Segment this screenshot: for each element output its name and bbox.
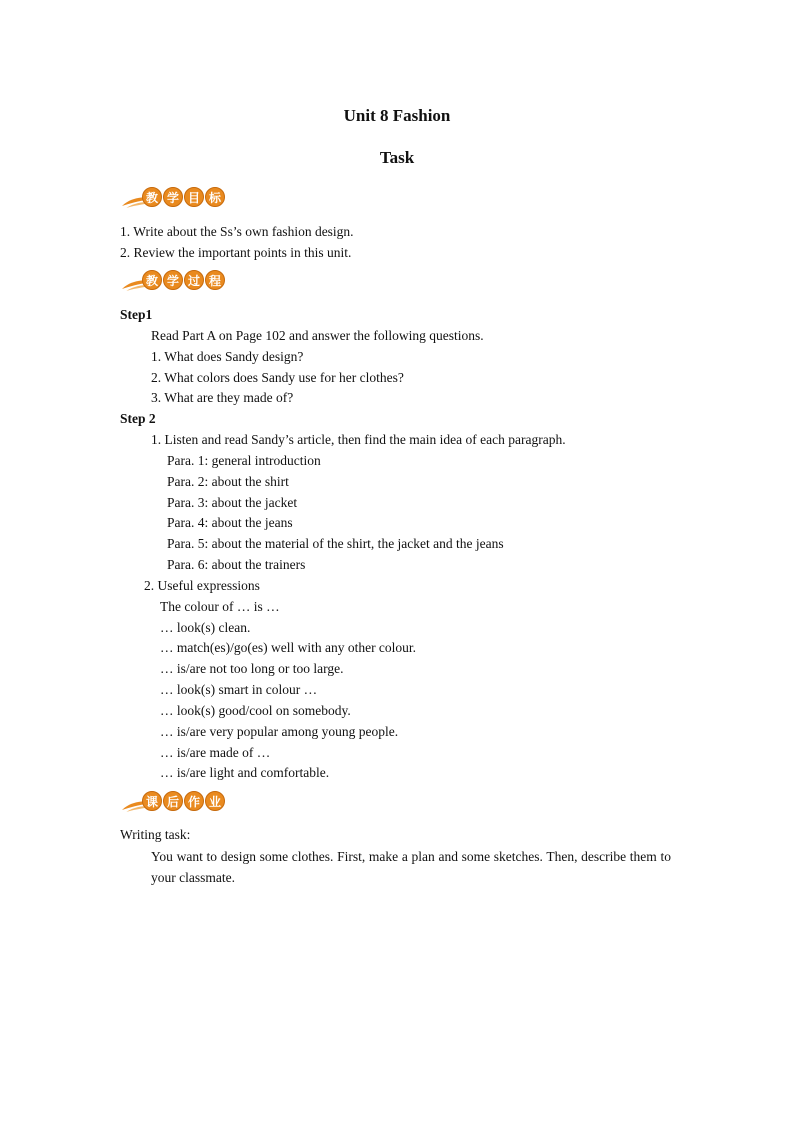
badge-char: 学 (163, 270, 183, 290)
badge-char: 教 (142, 270, 162, 290)
question-item: 1. What does Sandy design? (151, 349, 304, 364)
badge-char: 作 (184, 791, 204, 811)
step2-heading: Step 2 (120, 411, 156, 426)
step1-heading: Step1 (120, 307, 153, 322)
para-item: Para. 3: about the jacket (167, 495, 298, 510)
objective-item: 1. Write about the Ss’s own fashion design. (120, 224, 354, 239)
para-item: Para. 6: about the trainers (167, 557, 306, 572)
homework-label: Writing task: (120, 827, 191, 842)
expression-item: … look(s) good/cool on somebody. (160, 703, 351, 718)
para-item: Para. 5: about the material of the shirt, the jacket and the jeans (167, 536, 504, 551)
expression-item: … is/are not too long or too large. (160, 661, 344, 676)
expression-item: The colour of … is … (160, 599, 280, 614)
expression-item: … is/are made of … (160, 745, 271, 760)
badge-char: 后 (163, 791, 183, 811)
expression-item: … look(s) clean. (160, 620, 251, 635)
badge-char: 业 (205, 791, 225, 811)
question-item: 2. What colors does Sandy use for her clothes? (151, 370, 404, 385)
expression-item: … look(s) smart in colour … (160, 682, 318, 697)
expression-item: … match(es)/go(es) well with any other colour. (160, 640, 417, 655)
step2-task2: 2. Useful expressions (144, 578, 260, 593)
objective-item: 2. Review the important points in this unit. (120, 245, 352, 260)
badge-char: 教 (142, 187, 162, 207)
badge-char: 标 (205, 187, 225, 207)
para-item: Para. 2: about the shirt (167, 474, 289, 489)
badge-char: 课 (142, 791, 162, 811)
badge-char: 过 (184, 270, 204, 290)
expression-item: … is/are very popular among young people. (160, 724, 399, 739)
badge-char: 程 (205, 270, 225, 290)
step1-intro: Read Part A on Page 102 and answer the following questions. (151, 328, 484, 343)
expression-item: … is/are light and comfortable. (160, 765, 330, 780)
question-item: 3. What are they made of? (151, 390, 294, 405)
page-title: Unit 8 Fashion (343, 106, 451, 125)
page-subtitle: Task (379, 148, 415, 167)
badge-char: 学 (163, 187, 183, 207)
para-item: Para. 4: about the jeans (167, 515, 293, 530)
badge-char: 目 (184, 187, 204, 207)
para-item: Para. 1: general introduction (167, 453, 321, 468)
step2-task1: 1. Listen and read Sandy’s article, then find the main idea of each paragraph. (151, 432, 566, 447)
homework-text: You want to design some clothes. First, make a plan and some sketches. Then, describe them to your classmate. (151, 849, 671, 885)
